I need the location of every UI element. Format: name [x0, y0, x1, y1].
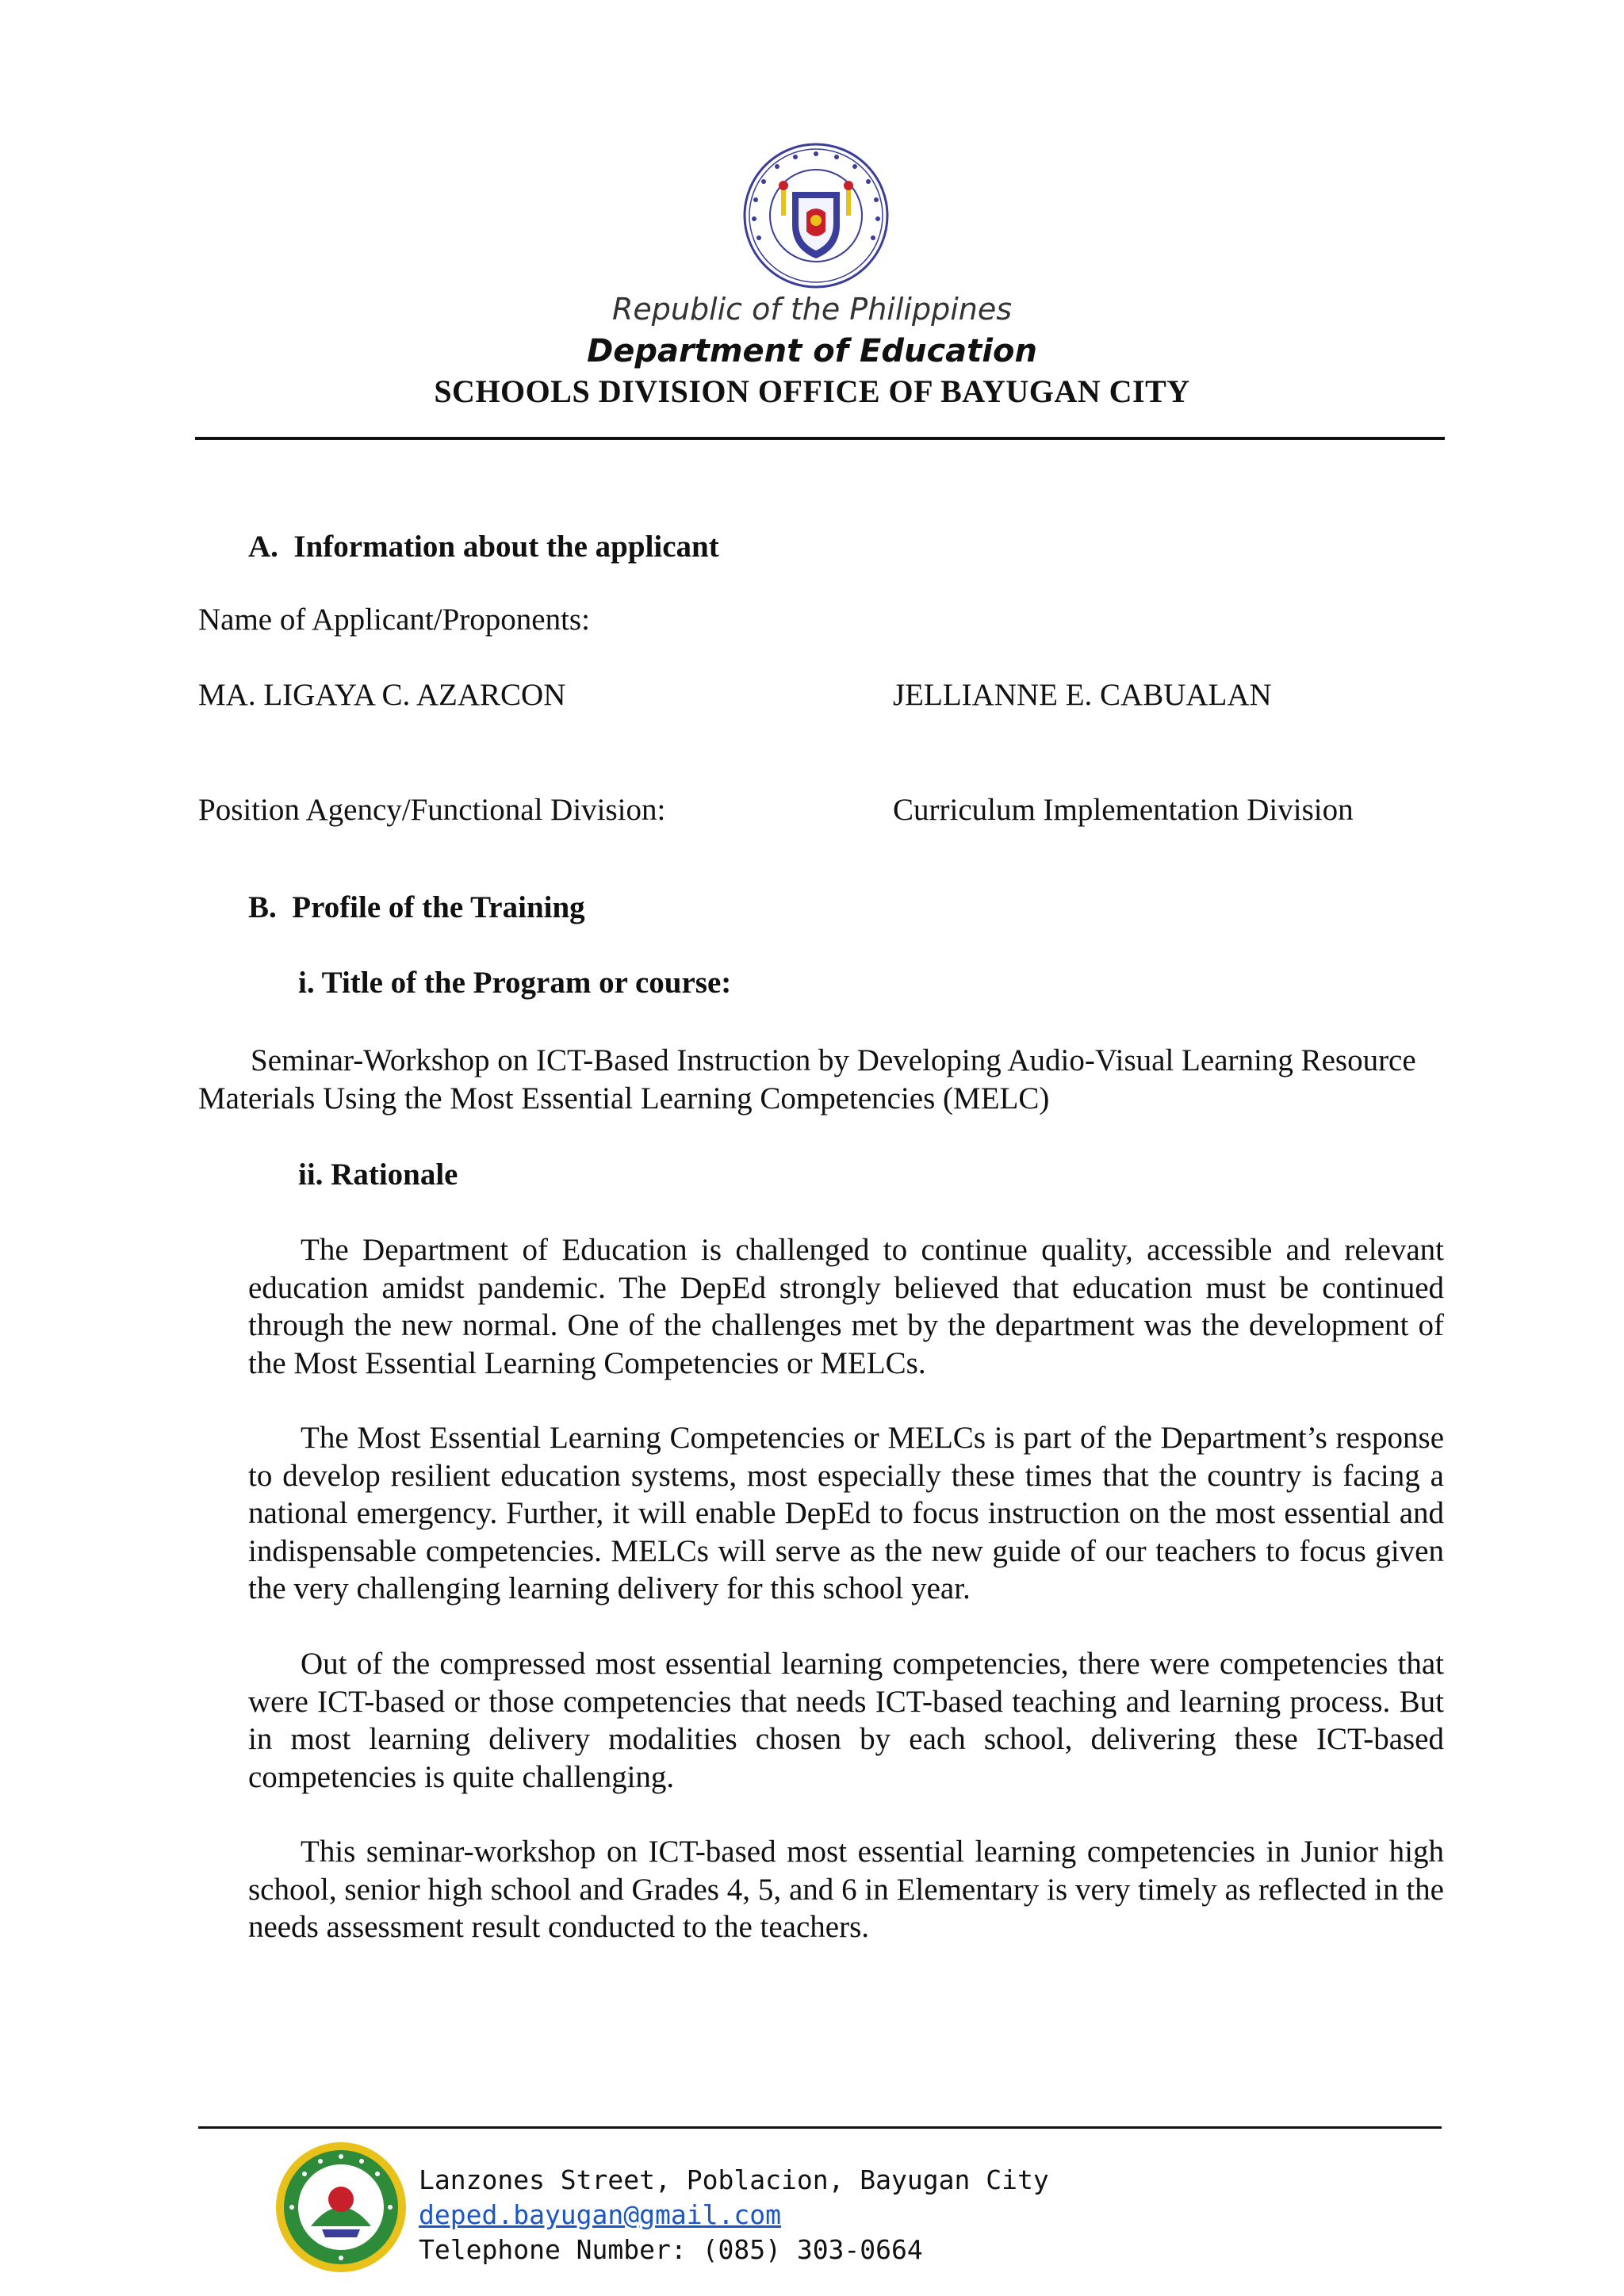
program-title-heading: i. Title of the Program or course: — [298, 966, 732, 1000]
footer-address: Lanzones Street, Poblacion, Bayugan City — [419, 2164, 1049, 2195]
department-heading: Department of Education — [587, 333, 1037, 369]
rationale-paragraph: This seminar-workshop on ICT-based most essential learning competencies in Junior high school, senior high school and Grades 4, 5, and 6 in Elementary is very timely as reflected in the needs assessment result conducted to the teachers. — [248, 1835, 1444, 1944]
footer-telephone: Telephone Number: (085) 303-0664 — [419, 2234, 923, 2265]
division-logo-icon — [274, 2141, 408, 2274]
applicant-name-label: Name of Applicant/Proponents: — [198, 603, 590, 637]
rationale-paragraph: The Department of Education is challenged to continue quality, accessible and relevant education amidst pandemic. The DepEd strongly believed that education must be continued through the new normal. One of the challenges met by the department was the development of the Most Essential Learning Competencies or MELCs. — [248, 1233, 1444, 1380]
applicant-name-2: JELLIANNE E. CABUALAN — [893, 678, 1272, 712]
footer-divider — [198, 2126, 1442, 2129]
rationale-heading: ii. Rationale — [298, 1158, 458, 1192]
program-title-text: Seminar-Workshop on ICT-Based Instruction by Developing Audio-Visual Learning Resource Materials Using the Most Essential Learning Competencies (MELC) — [198, 1043, 1416, 1115]
applicant-name-1: MA. LIGAYA C. AZARCON — [198, 678, 566, 712]
republic-heading: Republic of the Philippines — [611, 292, 1013, 327]
position-label: Position Agency/Functional Division: — [198, 793, 666, 827]
section-b-heading: B. Profile of the Training — [248, 890, 585, 924]
position-value: Curriculum Implementation Division — [893, 793, 1354, 827]
footer-email-link[interactable]: deped.bayugan@gmail.com — [419, 2199, 781, 2230]
section-a-heading: A. Information about the applicant — [248, 530, 719, 564]
header-divider — [195, 437, 1445, 440]
deped-seal-icon — [743, 143, 889, 289]
office-heading: SCHOOLS DIVISION OFFICE OF BAYUGAN CITY — [434, 373, 1190, 409]
rationale-paragraph: Out of the compressed most essential learning competencies, there were competencies that were ICT-based or those competencies that needs ICT-based teaching and learning process. But in most learning delivery modalities chosen by each school, delivering these ICT-based competencies is quite challenging. — [248, 1647, 1444, 1794]
rationale-paragraph: The Most Essential Learning Competencies or MELCs is part of the Department’s response to develop resilient education systems, most especially these times that the country is facing a national emergency. Further, it will enable DepEd to focus instruction on the most essential and indispensable competencies. MELCs will serve as the new guide of our teachers to focus given the very challenging learning delivery for this school year. — [248, 1421, 1444, 1605]
